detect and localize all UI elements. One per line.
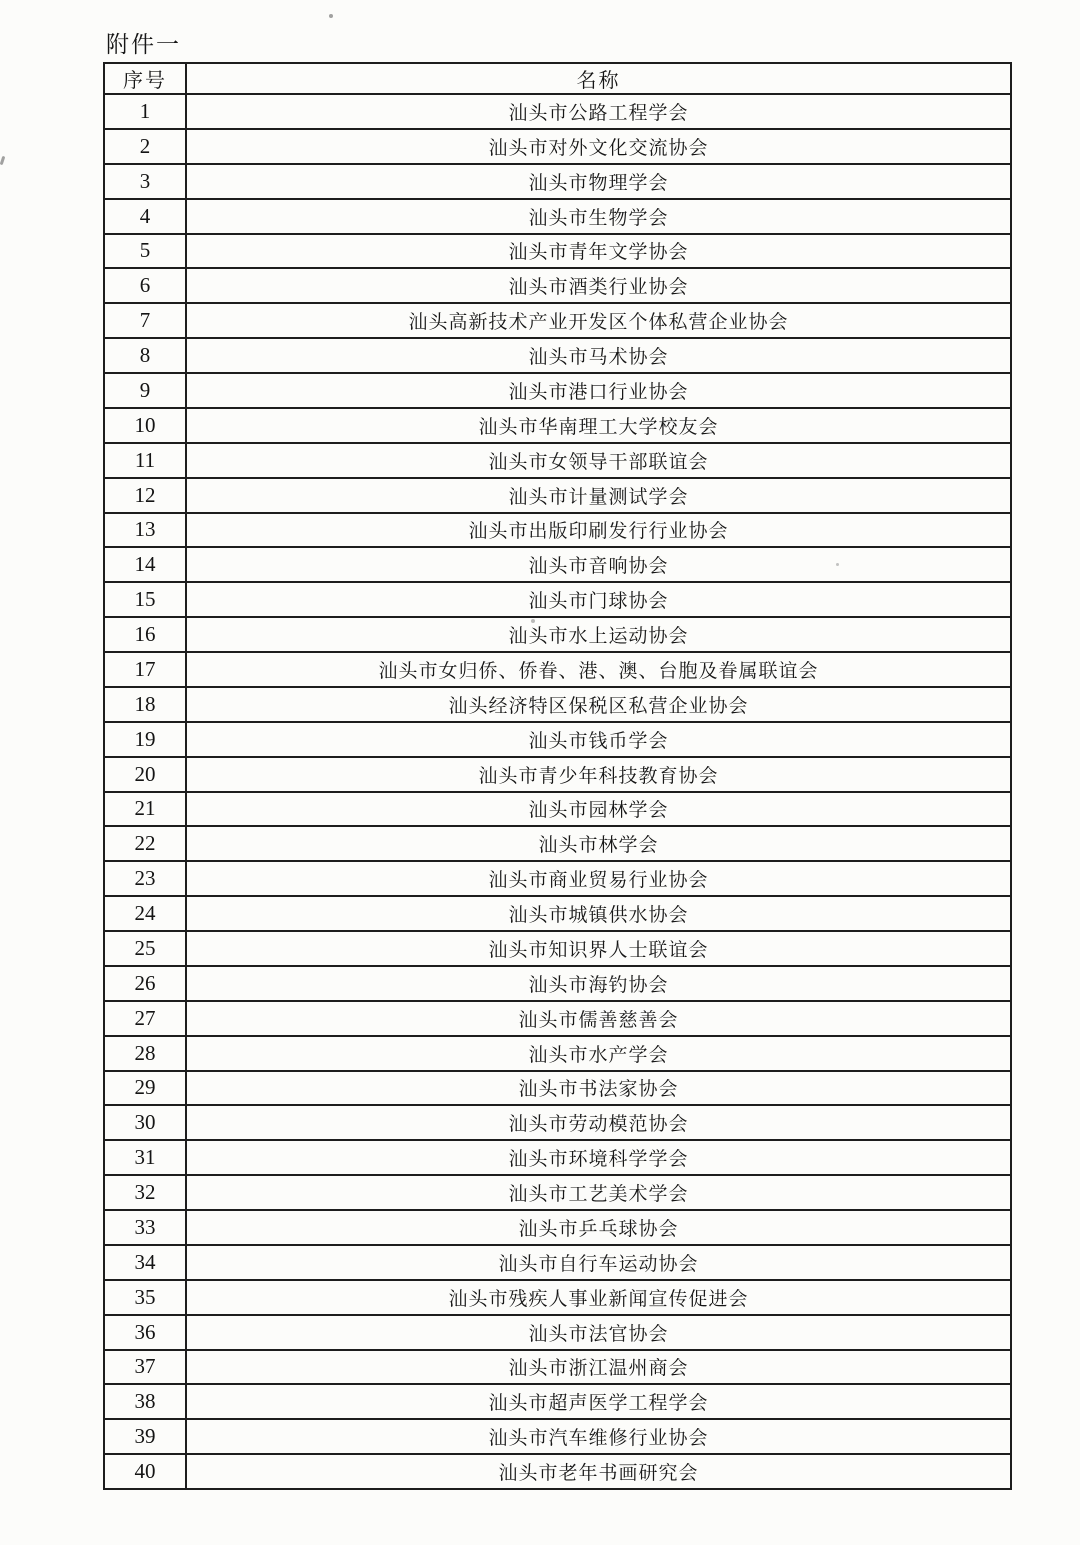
table-row	[104, 373, 1011, 408]
table-row	[104, 1210, 1011, 1245]
row-number: 36	[104, 1315, 186, 1350]
org-name: 汕头市汽车维修行业协会	[186, 1419, 1011, 1454]
row-number: 24	[104, 896, 186, 931]
table-row	[104, 722, 1011, 757]
org-name: 汕头市女领导干部联谊会	[186, 443, 1011, 478]
row-number: 14	[104, 547, 186, 582]
attachment-title: 附件一	[106, 32, 181, 57]
row-number: 6	[104, 268, 186, 303]
row-number: 3	[104, 164, 186, 199]
table-row	[104, 268, 1011, 303]
table-header-row	[104, 63, 1011, 94]
row-number: 38	[104, 1384, 186, 1419]
row-number: 12	[104, 478, 186, 513]
table-row	[104, 931, 1011, 966]
table-row	[104, 966, 1011, 1001]
table-row	[104, 652, 1011, 687]
org-name: 汕头市工艺美术学会	[186, 1175, 1011, 1210]
table-row	[104, 582, 1011, 617]
table-row	[104, 199, 1011, 234]
org-name: 汕头经济特区保税区私营企业协会	[186, 687, 1011, 722]
org-name: 汕头市华南理工大学校友会	[186, 408, 1011, 443]
row-number: 32	[104, 1175, 186, 1210]
org-name: 汕头市出版印刷发行行业协会	[186, 513, 1011, 548]
table-row	[104, 1175, 1011, 1210]
table-row	[104, 1105, 1011, 1140]
org-name: 汕头市青年文学协会	[186, 234, 1011, 269]
org-name: 汕头市生物学会	[186, 199, 1011, 234]
row-number: 27	[104, 1001, 186, 1036]
table-row	[104, 1384, 1011, 1419]
table-row	[104, 1140, 1011, 1175]
row-number: 9	[104, 373, 186, 408]
table-row	[104, 303, 1011, 338]
row-number: 28	[104, 1036, 186, 1071]
table-row	[104, 1315, 1011, 1350]
table-row	[104, 896, 1011, 931]
row-number: 40	[104, 1454, 186, 1489]
row-number: 33	[104, 1210, 186, 1245]
org-name: 汕头市法官协会	[186, 1315, 1011, 1350]
org-name: 汕头市物理学会	[186, 164, 1011, 199]
organizations-table	[103, 62, 1012, 1490]
table-row	[104, 1350, 1011, 1385]
org-name: 汕头市计量测试学会	[186, 478, 1011, 513]
row-number: 30	[104, 1105, 186, 1140]
row-number: 23	[104, 861, 186, 896]
org-name: 汕头市书法家协会	[186, 1071, 1011, 1106]
table-row	[104, 1036, 1011, 1071]
table-row	[104, 547, 1011, 582]
org-name: 汕头市浙江温州商会	[186, 1350, 1011, 1385]
table-row	[104, 513, 1011, 548]
org-name: 汕头市海钓协会	[186, 966, 1011, 1001]
table-row	[104, 1454, 1011, 1489]
row-number: 39	[104, 1419, 186, 1454]
column-header-no: 序号	[104, 63, 186, 94]
row-number: 13	[104, 513, 186, 548]
row-number: 1	[104, 94, 186, 129]
row-number: 22	[104, 826, 186, 861]
row-number: 17	[104, 652, 186, 687]
row-number: 4	[104, 199, 186, 234]
row-number: 34	[104, 1245, 186, 1280]
scan-artifact-dot	[531, 619, 535, 623]
org-name: 汕头市劳动模范协会	[186, 1105, 1011, 1140]
table-row	[104, 408, 1011, 443]
row-number: 20	[104, 757, 186, 792]
table-row	[104, 338, 1011, 373]
org-name: 汕头市环境科学学会	[186, 1140, 1011, 1175]
table-row	[104, 443, 1011, 478]
table-row	[104, 94, 1011, 129]
org-name: 汕头市儒善慈善会	[186, 1001, 1011, 1036]
table-row	[104, 1280, 1011, 1315]
org-name: 汕头市水上运动协会	[186, 617, 1011, 652]
row-number: 21	[104, 792, 186, 827]
org-name: 汕头市对外文化交流协会	[186, 129, 1011, 164]
table-row	[104, 478, 1011, 513]
org-name: 汕头市老年书画研究会	[186, 1454, 1011, 1489]
org-name: 汕头市知识界人士联谊会	[186, 931, 1011, 966]
org-name: 汕头市园林学会	[186, 792, 1011, 827]
table-row	[104, 792, 1011, 827]
row-number: 7	[104, 303, 186, 338]
row-number: 15	[104, 582, 186, 617]
row-number: 11	[104, 443, 186, 478]
org-name: 汕头市公路工程学会	[186, 94, 1011, 129]
row-number: 8	[104, 338, 186, 373]
org-name: 汕头市女归侨、侨眷、港、澳、台胞及眷属联谊会	[186, 652, 1011, 687]
table-row	[104, 1001, 1011, 1036]
table-row	[104, 164, 1011, 199]
table-body	[104, 94, 1011, 1489]
org-name: 汕头市马术协会	[186, 338, 1011, 373]
table-row	[104, 1071, 1011, 1106]
row-number: 19	[104, 722, 186, 757]
org-name: 汕头市残疾人事业新闻宣传促进会	[186, 1280, 1011, 1315]
table-row	[104, 617, 1011, 652]
org-name: 汕头市港口行业协会	[186, 373, 1011, 408]
org-name: 汕头市商业贸易行业协会	[186, 861, 1011, 896]
scan-artifact-dot	[836, 563, 839, 566]
org-name: 汕头市门球协会	[186, 582, 1011, 617]
table-row	[104, 826, 1011, 861]
org-name: 汕头市自行车运动协会	[186, 1245, 1011, 1280]
org-name: 汕头市水产学会	[186, 1036, 1011, 1071]
table-row	[104, 687, 1011, 722]
row-number: 26	[104, 966, 186, 1001]
table-row	[104, 1419, 1011, 1454]
org-name: 汕头市城镇供水协会	[186, 896, 1011, 931]
org-name: 汕头市钱币学会	[186, 722, 1011, 757]
org-name: 汕头市乒乓球协会	[186, 1210, 1011, 1245]
row-number: 37	[104, 1350, 186, 1385]
row-number: 18	[104, 687, 186, 722]
column-header-name: 名称	[186, 63, 1011, 94]
row-number: 31	[104, 1140, 186, 1175]
scan-artifact-dot	[329, 14, 333, 18]
table-row	[104, 129, 1011, 164]
row-number: 10	[104, 408, 186, 443]
table-row	[104, 861, 1011, 896]
org-name: 汕头市林学会	[186, 826, 1011, 861]
org-name: 汕头市酒类行业协会	[186, 268, 1011, 303]
row-number: 2	[104, 129, 186, 164]
scan-artifact-mark	[0, 156, 5, 165]
table-row	[104, 1245, 1011, 1280]
row-number: 35	[104, 1280, 186, 1315]
row-number: 29	[104, 1071, 186, 1106]
row-number: 5	[104, 234, 186, 269]
org-name: 汕头市青少年科技教育协会	[186, 757, 1011, 792]
org-name: 汕头市超声医学工程学会	[186, 1384, 1011, 1419]
row-number: 16	[104, 617, 186, 652]
org-name: 汕头市音响协会	[186, 547, 1011, 582]
table-row	[104, 234, 1011, 269]
table-row	[104, 757, 1011, 792]
row-number: 25	[104, 931, 186, 966]
org-name: 汕头高新技术产业开发区个体私营企业协会	[186, 303, 1011, 338]
